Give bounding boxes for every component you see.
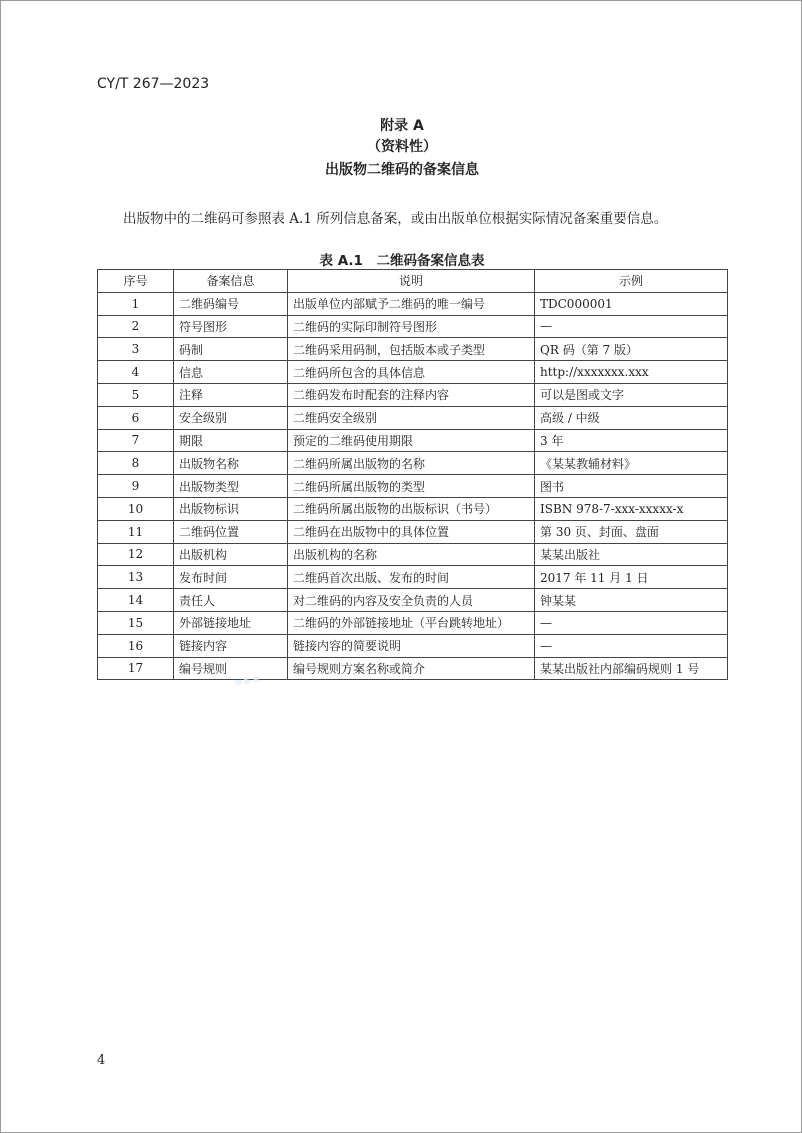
cell-description: 出版单位内部赋予二维码的唯一编号 bbox=[288, 292, 535, 315]
cell-no: 17 bbox=[98, 657, 174, 680]
table-row bbox=[98, 497, 728, 520]
cell-no: 9 bbox=[98, 475, 174, 498]
cell-description: 二维码采用码制，包括版本或子类型 bbox=[288, 338, 535, 361]
cell-no: 1 bbox=[98, 292, 174, 315]
cell-description: 编号规则方案名称或简介 bbox=[288, 657, 535, 680]
cell-example: http://xxxxxxx.xxx bbox=[535, 361, 728, 384]
cell-item: 符号图形 bbox=[174, 315, 288, 338]
table-header-row bbox=[98, 270, 728, 293]
cell-item: 编号规则 bbox=[174, 657, 288, 680]
cell-item: 二维码位置 bbox=[174, 520, 288, 543]
cell-no: 3 bbox=[98, 338, 174, 361]
table-row bbox=[98, 406, 728, 429]
table-row bbox=[98, 292, 728, 315]
table-row bbox=[98, 634, 728, 657]
cell-no: 12 bbox=[98, 543, 174, 566]
cell-item: 出版机构 bbox=[174, 543, 288, 566]
intro-paragraph: 出版物中的二维码可参照表 A.1 所列信息备案，或由出版单位根据实际情况备案重要信息。 bbox=[123, 211, 668, 227]
cell-no: 7 bbox=[98, 429, 174, 452]
cell-example: — bbox=[535, 315, 728, 338]
appendix-title: 附录 A bbox=[380, 118, 424, 134]
table-caption: 表 A.1 二维码备案信息表 bbox=[319, 253, 485, 269]
cell-item: 出版物标识 bbox=[174, 497, 288, 520]
cell-no: 14 bbox=[98, 589, 174, 612]
cell-no: 10 bbox=[98, 497, 174, 520]
cell-example: 可以是图或文字 bbox=[535, 383, 728, 406]
cell-item: 信息 bbox=[174, 361, 288, 384]
table-body bbox=[98, 292, 728, 680]
cell-description: 二维码所包含的具体信息 bbox=[288, 361, 535, 384]
watermark-mark: ≡≡≡ bbox=[233, 673, 263, 690]
cell-description: 二维码所属出版物的名称 bbox=[288, 452, 535, 475]
table-row bbox=[98, 429, 728, 452]
cell-item: 码制 bbox=[174, 338, 288, 361]
cell-no: 4 bbox=[98, 361, 174, 384]
cell-description: 二维码在出版物中的具体位置 bbox=[288, 520, 535, 543]
cell-item: 外部链接地址 bbox=[174, 611, 288, 634]
table-row bbox=[98, 657, 728, 680]
cell-no: 16 bbox=[98, 634, 174, 657]
cell-example: 某某出版社 bbox=[535, 543, 728, 566]
cell-example: 某某出版社内部编码规则 1 号 bbox=[535, 657, 728, 680]
cell-description: 二维码的外部链接地址（平台跳转地址） bbox=[288, 611, 535, 634]
table-row bbox=[98, 543, 728, 566]
cell-description: 二维码发布时配套的注释内容 bbox=[288, 383, 535, 406]
cell-no: 2 bbox=[98, 315, 174, 338]
table-row bbox=[98, 338, 728, 361]
cell-description: 二维码的实际印制符号图形 bbox=[288, 315, 535, 338]
cell-example: 高级 / 中级 bbox=[535, 406, 728, 429]
appendix-nature: （资料性） bbox=[367, 139, 437, 155]
header-item: 备案信息 bbox=[174, 270, 288, 293]
cell-item: 链接内容 bbox=[174, 634, 288, 657]
cell-example: TDC000001 bbox=[535, 292, 728, 315]
page-number: 4 bbox=[97, 1053, 106, 1068]
cell-description: 二维码安全级别 bbox=[288, 406, 535, 429]
table-row bbox=[98, 475, 728, 498]
table-row bbox=[98, 315, 728, 338]
cell-no: 6 bbox=[98, 406, 174, 429]
cell-item: 期限 bbox=[174, 429, 288, 452]
cell-item: 安全级别 bbox=[174, 406, 288, 429]
cell-no: 13 bbox=[98, 566, 174, 589]
cell-example: 2017 年 11 月 1 日 bbox=[535, 566, 728, 589]
cell-description: 二维码首次出版、发布的时间 bbox=[288, 566, 535, 589]
cell-example: ISBN 978-7-xxx-xxxxx-x bbox=[535, 497, 728, 520]
cell-item: 出版物名称 bbox=[174, 452, 288, 475]
cell-no: 11 bbox=[98, 520, 174, 543]
cell-example: — bbox=[535, 634, 728, 657]
table-row bbox=[98, 383, 728, 406]
cell-description: 二维码所属出版物的类型 bbox=[288, 475, 535, 498]
cell-example: — bbox=[535, 611, 728, 634]
table-row bbox=[98, 361, 728, 384]
table-row bbox=[98, 566, 728, 589]
table-row bbox=[98, 611, 728, 634]
header-description: 说明 bbox=[288, 270, 535, 293]
cell-example: 第 30 页、封面、盘面 bbox=[535, 520, 728, 543]
table-row bbox=[98, 589, 728, 612]
cell-example: 《某某教辅材料》 bbox=[535, 452, 728, 475]
cell-item: 责任人 bbox=[174, 589, 288, 612]
cell-example: 钟某某 bbox=[535, 589, 728, 612]
filing-info-table bbox=[97, 269, 728, 680]
cell-item: 发布时间 bbox=[174, 566, 288, 589]
header-no: 序号 bbox=[98, 270, 174, 293]
cell-item: 出版物类型 bbox=[174, 475, 288, 498]
cell-item: 二维码编号 bbox=[174, 292, 288, 315]
cell-example: QR 码（第 7 版） bbox=[535, 338, 728, 361]
cell-no: 8 bbox=[98, 452, 174, 475]
cell-description: 对二维码的内容及安全负责的人员 bbox=[288, 589, 535, 612]
cell-description: 链接内容的简要说明 bbox=[288, 634, 535, 657]
cell-description: 预定的二维码使用期限 bbox=[288, 429, 535, 452]
table-row bbox=[98, 520, 728, 543]
cell-example: 3 年 bbox=[535, 429, 728, 452]
cell-no: 5 bbox=[98, 383, 174, 406]
header-example: 示例 bbox=[535, 270, 728, 293]
cell-description: 二维码所属出版物的出版标识（书号） bbox=[288, 497, 535, 520]
cell-description: 出版机构的名称 bbox=[288, 543, 535, 566]
table-row bbox=[98, 452, 728, 475]
document-id: CY/T 267—2023 bbox=[97, 76, 210, 92]
cell-no: 15 bbox=[98, 611, 174, 634]
cell-item: 注释 bbox=[174, 383, 288, 406]
cell-example: 图书 bbox=[535, 475, 728, 498]
appendix-subject: 出版物二维码的备案信息 bbox=[325, 162, 479, 178]
